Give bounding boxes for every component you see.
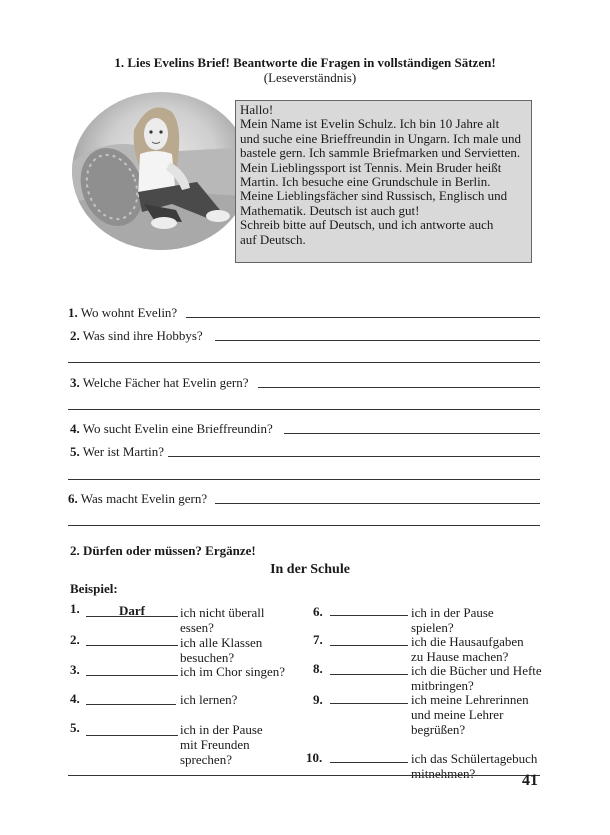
item-number: 10. [306,750,323,765]
fill-in-blank[interactable] [330,690,408,704]
fill-in-blank[interactable] [330,632,408,646]
item-text: ich alle Klassen besuchen? [180,635,263,665]
girl-photo [72,92,250,250]
item-text: ich in der Pause spielen? [411,605,494,635]
item-number: 4. [70,691,80,706]
item-number: 9. [313,692,323,707]
item-text: ich in der Pause mit Freunden sprechen? [180,722,263,767]
item-text: ich das Schülertagebuch mitnehmen? [411,751,538,781]
example-answer: Darf [86,603,178,617]
answer-line-3b[interactable] [68,409,540,410]
letter-line: Martin. Ich besuche eine Grundschule in Berlin. [240,174,491,190]
exercise-1-subtitle: (Leseverständnis) [263,70,357,85]
letter-line: Mein Name ist Evelin Schulz. Ich bin 10 Jahre alt [240,116,500,132]
exercise-2-title: 2. Dürfen oder müssen? Ergänze! [70,543,256,558]
girl-photo-icon [72,92,250,250]
fill-in-blank[interactable] [330,602,408,616]
letter-line: auf Deutsch. [240,231,306,247]
item-number: 3. [70,662,80,677]
exercise-1-title: 1. Lies Evelins Brief! Beantworte die Fragen in vollständigen Sätzen! [114,55,496,70]
fill-in-blank[interactable] [330,661,408,675]
question-2: 2. Was sind ihre Hobbys? [70,328,203,343]
letter-box [235,100,532,263]
question-1: 1. Wo wohnt Evelin? [68,305,178,320]
item-number: 2. [70,632,80,647]
letter-line: Mathematik. Deutsch ist auch gut! [240,202,420,218]
answer-line-2b[interactable] [68,362,540,363]
item-number: 1. [70,601,80,616]
answer-line-6[interactable] [215,503,540,504]
letter-line: bastele gern. Ich sammle Briefmarken und Servietten. [240,145,521,161]
page-number: 41 [522,772,538,789]
item-text: ich die Bücher und Hefte mitbringen? [411,663,542,693]
exercise-2-heading: In der Schule [270,562,350,577]
item-text: ich meine Lehrerinnen und meine Lehrer begrüßen? [411,692,529,737]
item-text: ich nicht überall essen? [180,605,265,635]
letter-line: Mein Lieblingssport ist Tennis. Mein Bruder heißt [240,159,502,175]
question-3: 3. Welche Fächer hat Evelin gern? [70,375,249,390]
question-4: 4. Wo sucht Evelin eine Brieffreundin? [70,421,273,436]
example-label: Beispiel: [70,581,118,596]
fill-in-blank[interactable] [86,662,178,676]
fill-in-blank[interactable] [86,632,178,646]
fill-in-blank[interactable] [86,691,176,705]
item-number: 7. [313,632,323,647]
letter-line: Meine Lieblingsfächer sind Russisch, Englisch und [240,188,508,204]
letter-line: Schreib bitte auf Deutsch, und ich antworte auch [240,217,494,233]
answer-line-3[interactable] [258,387,540,388]
letter-line: Hallo! [240,102,274,117]
item-text: ich lernen? [180,692,238,707]
answer-line-5[interactable] [168,456,540,457]
answer-line-2[interactable] [215,340,540,341]
fill-in-blank[interactable] [330,749,408,763]
answer-line-5b[interactable] [68,479,540,480]
footer-rule [68,775,540,776]
fill-in-blank[interactable] [86,722,178,736]
answer-line-6b[interactable] [68,525,540,526]
answer-line-1[interactable] [186,317,540,318]
answer-line-4[interactable] [284,433,540,434]
question-6: 6. Was macht Evelin gern? [68,491,208,506]
item-number: 6. [313,604,323,619]
item-text: ich im Chor singen? [180,664,286,679]
question-5: 5. Wer ist Martin? [70,444,165,459]
item-text: ich die Hausaufgaben zu Hause machen? [411,634,524,664]
item-number: 5. [70,720,80,735]
item-number: 8. [313,661,323,676]
letter-line: und suche eine Brieffreundin in Ungarn. Ich male und [240,130,521,146]
